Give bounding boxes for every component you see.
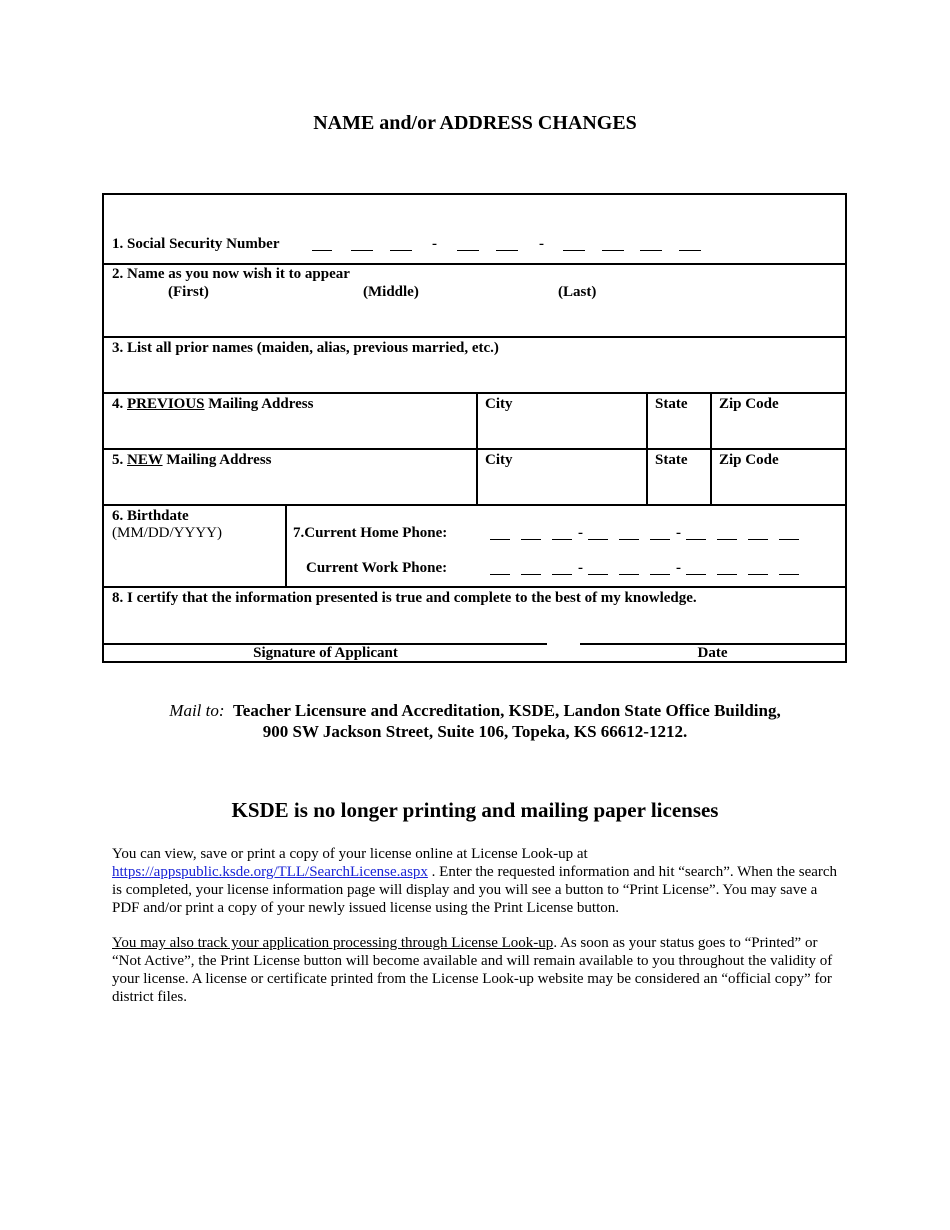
- name-label: 2. Name as you now wish it to appear: [112, 266, 350, 282]
- ssn-digit-blank[interactable]: [679, 250, 701, 251]
- phone-digit-blank[interactable]: [521, 539, 541, 540]
- phone-digit-blank[interactable]: [686, 574, 706, 575]
- phone-digit-blank[interactable]: [717, 539, 737, 540]
- mail-line-2: 900 SW Jackson Street, Suite 106, Topeka, KS 66612-1212.: [262, 722, 688, 741]
- ssn-separator: -: [539, 236, 544, 252]
- phone-digit-blank[interactable]: [490, 574, 510, 575]
- phone-digit-blank[interactable]: [490, 539, 510, 540]
- ssn-digit-blank[interactable]: [351, 250, 373, 251]
- home-phone-label: 7.Current Home Phone:: [293, 525, 448, 541]
- new-state-label: State: [655, 452, 688, 468]
- col-divider: [646, 392, 648, 506]
- prior-names-label: 3. List all prior names (maiden, alias, previous married, etc.): [112, 340, 499, 356]
- notice-paragraph-2: You may also track your application processing through License Look-up. As soon as your status goes to “Printed” or “Not Active”, the Print License button will become available and will remain available to you throughout the validity of your license. A license or certificate printed from the License Look-up website may be considered an “official copy” for district files.: [112, 935, 833, 1005]
- mail-prefix: Mail to:: [169, 701, 225, 720]
- col-divider: [285, 504, 287, 588]
- name-field[interactable]: [112, 303, 837, 333]
- ssn-digit-blank[interactable]: [496, 250, 518, 251]
- phone-digit-blank[interactable]: [650, 574, 670, 575]
- prior-names-field[interactable]: [112, 361, 837, 389]
- ssn-digit-blank[interactable]: [457, 250, 479, 251]
- phone-digit-blank[interactable]: [717, 574, 737, 575]
- row-divider: [104, 586, 845, 588]
- ssn-separator: -: [432, 236, 437, 252]
- row-divider: [104, 263, 845, 265]
- work-phone-label: Current Work Phone:: [306, 560, 448, 576]
- phone-digit-blank[interactable]: [619, 539, 639, 540]
- phone-digit-blank[interactable]: [748, 574, 768, 575]
- phone-digit-blank[interactable]: [521, 574, 541, 575]
- ssn-digit-blank[interactable]: [602, 250, 624, 251]
- first-name-label: (First): [168, 284, 209, 300]
- row-divider: [104, 448, 845, 450]
- mailing-instructions: [0, 700, 950, 742]
- col-divider: [710, 392, 712, 506]
- notice-paragraph-1: You can view, save or print a copy of your license online at License Look-up at https://appspublic.ksde.org/TLL/SearchLicense.aspx . Enter the requested information and hit “search”. When the search is completed, your license information page will display and you will see a button to “Print License”. You may save a PDF and/or print a copy of your newly issued license using the Print License button.: [112, 846, 838, 916]
- phone-digit-blank[interactable]: [779, 574, 799, 575]
- phone-digit-blank[interactable]: [686, 539, 706, 540]
- new-address-field[interactable]: [112, 473, 472, 501]
- ssn-digit-blank[interactable]: [312, 250, 332, 251]
- new-address-label: 5. NEW Mailing Address: [112, 452, 272, 468]
- ssn-digit-blank[interactable]: [390, 250, 412, 251]
- birthdate-label: 6. Birthdate: [112, 508, 189, 524]
- previous-zip-field[interactable]: [719, 417, 839, 445]
- birthdate-field[interactable]: [112, 545, 280, 581]
- phone-digit-blank[interactable]: [552, 574, 572, 575]
- page-title: NAME and/or ADDRESS CHANGES: [313, 112, 637, 134]
- new-city-label: City: [485, 452, 513, 468]
- previous-city-label: City: [485, 396, 513, 412]
- phone-separator: -: [578, 525, 583, 541]
- row-divider: [104, 504, 845, 506]
- license-lookup-link[interactable]: https://appspublic.ksde.org/TLL/SearchLicense.aspx: [112, 864, 428, 880]
- middle-name-label: (Middle): [363, 284, 419, 300]
- certify-statement: 8. I certify that the information presented is true and complete to the best of my knowledge.: [112, 590, 697, 606]
- ssn-digit-blank[interactable]: [563, 250, 585, 251]
- phone-digit-blank[interactable]: [588, 539, 608, 540]
- previous-state-field[interactable]: [655, 417, 705, 445]
- row-divider: [104, 336, 845, 338]
- new-state-field[interactable]: [655, 473, 705, 501]
- mail-line-1: Mail to: Teacher Licensure and Accreditation, KSDE, Landon State Office Building,: [169, 701, 781, 720]
- previous-address-label: 4. PREVIOUS Mailing Address: [112, 396, 314, 412]
- phone-separator: -: [676, 525, 681, 541]
- previous-zip-label: Zip Code: [719, 396, 779, 412]
- new-city-field[interactable]: [485, 473, 640, 501]
- phone-digit-blank[interactable]: [619, 574, 639, 575]
- new-zip-label: Zip Code: [719, 452, 779, 468]
- new-zip-field[interactable]: [719, 473, 839, 501]
- phone-digit-blank[interactable]: [552, 539, 572, 540]
- phone-separator: -: [578, 560, 583, 576]
- previous-state-label: State: [655, 396, 688, 412]
- change-form: [102, 193, 847, 663]
- previous-city-field[interactable]: [485, 417, 640, 445]
- last-name-label: (Last): [558, 284, 597, 300]
- phone-digit-blank[interactable]: [650, 539, 670, 540]
- track-application-text: You may also track your application processing through License Look-up: [112, 935, 554, 951]
- birthdate-format: (MM/DD/YYYY): [112, 525, 222, 541]
- ssn-label: 1. Social Security Number: [112, 236, 280, 252]
- row-divider: [104, 392, 845, 394]
- phone-digit-blank[interactable]: [779, 539, 799, 540]
- col-divider: [476, 392, 478, 506]
- phone-digit-blank[interactable]: [748, 539, 768, 540]
- ssn-digit-blank[interactable]: [640, 250, 662, 251]
- signature-label: Signature of Applicant: [253, 645, 398, 661]
- notice-heading: KSDE is no longer printing and mailing paper licenses: [231, 798, 719, 822]
- date-label: Date: [697, 645, 728, 661]
- phone-digit-blank[interactable]: [588, 574, 608, 575]
- previous-address-field[interactable]: [112, 417, 472, 445]
- phone-separator: -: [676, 560, 681, 576]
